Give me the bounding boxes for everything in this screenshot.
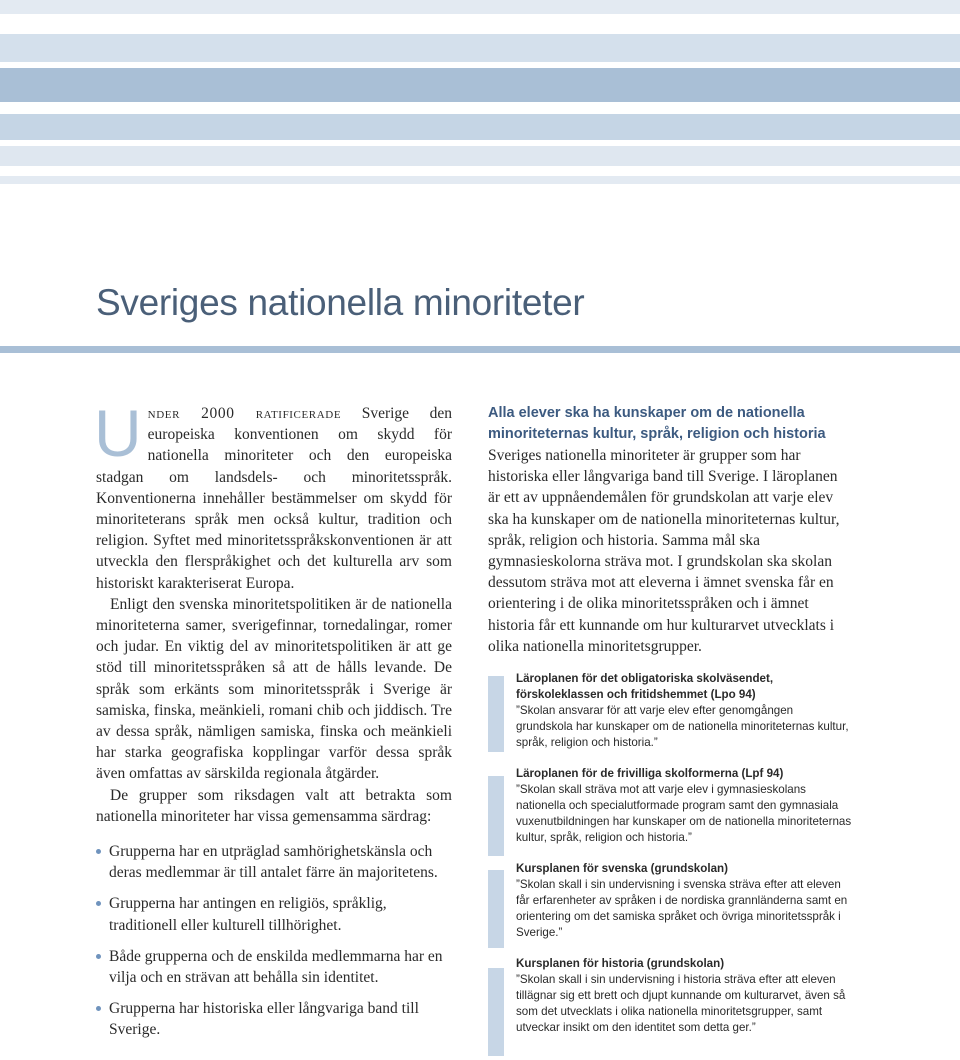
header-stripe	[0, 34, 960, 62]
title-divider	[0, 346, 960, 353]
bullet-icon	[96, 849, 101, 854]
quote-accent-bar	[488, 676, 504, 752]
right-column	[488, 403, 850, 657]
page-title: Sveriges nationella minoriteter	[96, 282, 585, 323]
quote-block	[516, 671, 852, 751]
quote-title: Kursplanen för historia (grundskolan)	[516, 957, 725, 970]
section-heading: Alla elever ska ha kunskaper om de nationella minoriteternas kultur, språk, religion och historia	[488, 405, 826, 442]
body-paragraph-3: De grupper som riksdagen valt att betrakta som nationella minoriteter har vissa gemensamma särdrag:	[96, 786, 452, 825]
list-item	[96, 946, 452, 988]
bullet-icon	[96, 954, 101, 959]
quote-text: ”Skolan ansvarar för att varje elev efter genomgången grundskola har kunskaper om de nationella minoriteternas kultur, språk, religion och historia.”	[516, 704, 849, 749]
quote-title: Kursplanen för svenska (grundskolan)	[516, 862, 728, 875]
right-body-paragraph: Sveriges nationella minoriteter är grupper som har historiska eller långvariga band till Sverige. I läroplanen är ett av uppnåendemålen för grundskolan att varje elev ska ha kunskaper om de nationella minoriteternas kultur, språk, religion och historia. Samma mål ska gymnasieskolorna sträva mot. I grundskolan ska skolan dessutom sträva mot att eleverna i ämnet svenska får en orientering i de olika minoritetsspråken och i ämnet historia får ett kunnande om hur kulturarvet utvecklats i olika nationella minoritetsgrupper.	[488, 447, 840, 655]
bullet-icon	[96, 901, 101, 906]
list-item	[96, 893, 452, 935]
quote-title: Läroplanen för det obligatoriska skolväsendet, förskoleklassen och fritidshemmet (Lpo 94)	[516, 672, 774, 701]
header-stripe	[0, 146, 960, 166]
header-stripe	[0, 176, 960, 184]
list-item-text: Grupperna har antingen en religiös, språklig, traditionell eller kulturell tillhörighet.	[109, 895, 387, 934]
header-stripe	[0, 68, 960, 102]
header-stripe	[0, 14, 960, 34]
header-stripe	[0, 102, 960, 114]
lead-in-caps: nder 2000 ratificerade	[147, 405, 342, 422]
header-stripe	[0, 114, 960, 140]
curriculum-quotes	[516, 671, 852, 1051]
header-stripe	[0, 0, 960, 14]
list-item-text: Grupperna har en utpräglad samhörighetskänsla och deras medlemmar är till antalet färre än majoritetens.	[109, 843, 438, 882]
quote-block	[516, 766, 852, 846]
body-paragraph-2: Enligt den svenska minoritetspolitiken är de nationella minoriteterna samer, sverigefinnar, tornedalingar, romer och judar. En viktig del av minoritetspolitiken är att ge stöd till minoritetsspråken så att de hålls levande. De språk som erkänts som minoritetsspråk i Sverige är samiska, finska, meänkieli, romani chib och jiddisch. Tre av dessa språk, nämligen samiska, finska och meänkieli har starka geografiska kopplingar varför dessa språk även omfattas av särskilda regionala åtgärder.	[96, 595, 452, 783]
drop-cap: U	[94, 396, 142, 470]
quote-text: ”Skolan skall sträva mot att varje elev i gymnasieskolans nationella och specialutformade program samt den gymnasiala vuxenutbildningen har kunskaper om de nationella minoriteternas kultur, språk, religion och historia.”	[516, 783, 852, 844]
left-column	[94, 396, 452, 1051]
quote-accent-bar	[488, 776, 504, 856]
quote-text: ”Skolan skall i sin undervisning i historia sträva efter att eleven tillägnar sig ett brett och djupt kunnande om kulturarvet, även så som det utvecklats i olika nationella minoritetsgrupper, samt utveckar insikt om den identitet som detta ger.”	[516, 973, 846, 1034]
quote-text: ”Skolan skall i sin undervisning i svenska sträva efter att eleven får erfarenheter av språken i de nordiska grannländerna samt en orientering om det samiska språket och övriga minoritetsspråk i Sverige.”	[516, 878, 848, 939]
intro-text: Sverige den europeiska konventionen om skydd för nationella minoriteter och den europeiska stadgan om landsdels- och minoritetsspråk. Konventionerna innehåller bestämmelser om skydd för minoriteterans språk men också kultur, tradition och religion. Syftet med minoritetsspråkskonventionen är att utveckla den flerspråkighet och det kulturella arv som historiskt karakteriserat Europa.	[96, 405, 452, 592]
quote-title: Läroplanen för de frivilliga skolformerna (Lpf 94)	[516, 767, 784, 780]
traits-list	[96, 841, 452, 1041]
quote-block	[516, 956, 852, 1036]
quote-accent-bar	[488, 968, 504, 1056]
decorative-header-stripes	[0, 0, 960, 190]
list-item-text: Både grupperna och de enskilda medlemmarna har en vilja och en strävan att behålla sin identitet.	[109, 947, 443, 987]
intro-paragraph	[94, 396, 452, 594]
list-item	[96, 998, 452, 1040]
header-stripe	[0, 166, 960, 176]
quote-accent-bar	[488, 870, 504, 948]
quote-block	[516, 861, 852, 941]
list-item	[96, 841, 452, 883]
bullet-icon	[96, 1006, 101, 1011]
list-item-text: Grupperna har historiska eller långvariga band till Sverige.	[109, 1000, 419, 1039]
